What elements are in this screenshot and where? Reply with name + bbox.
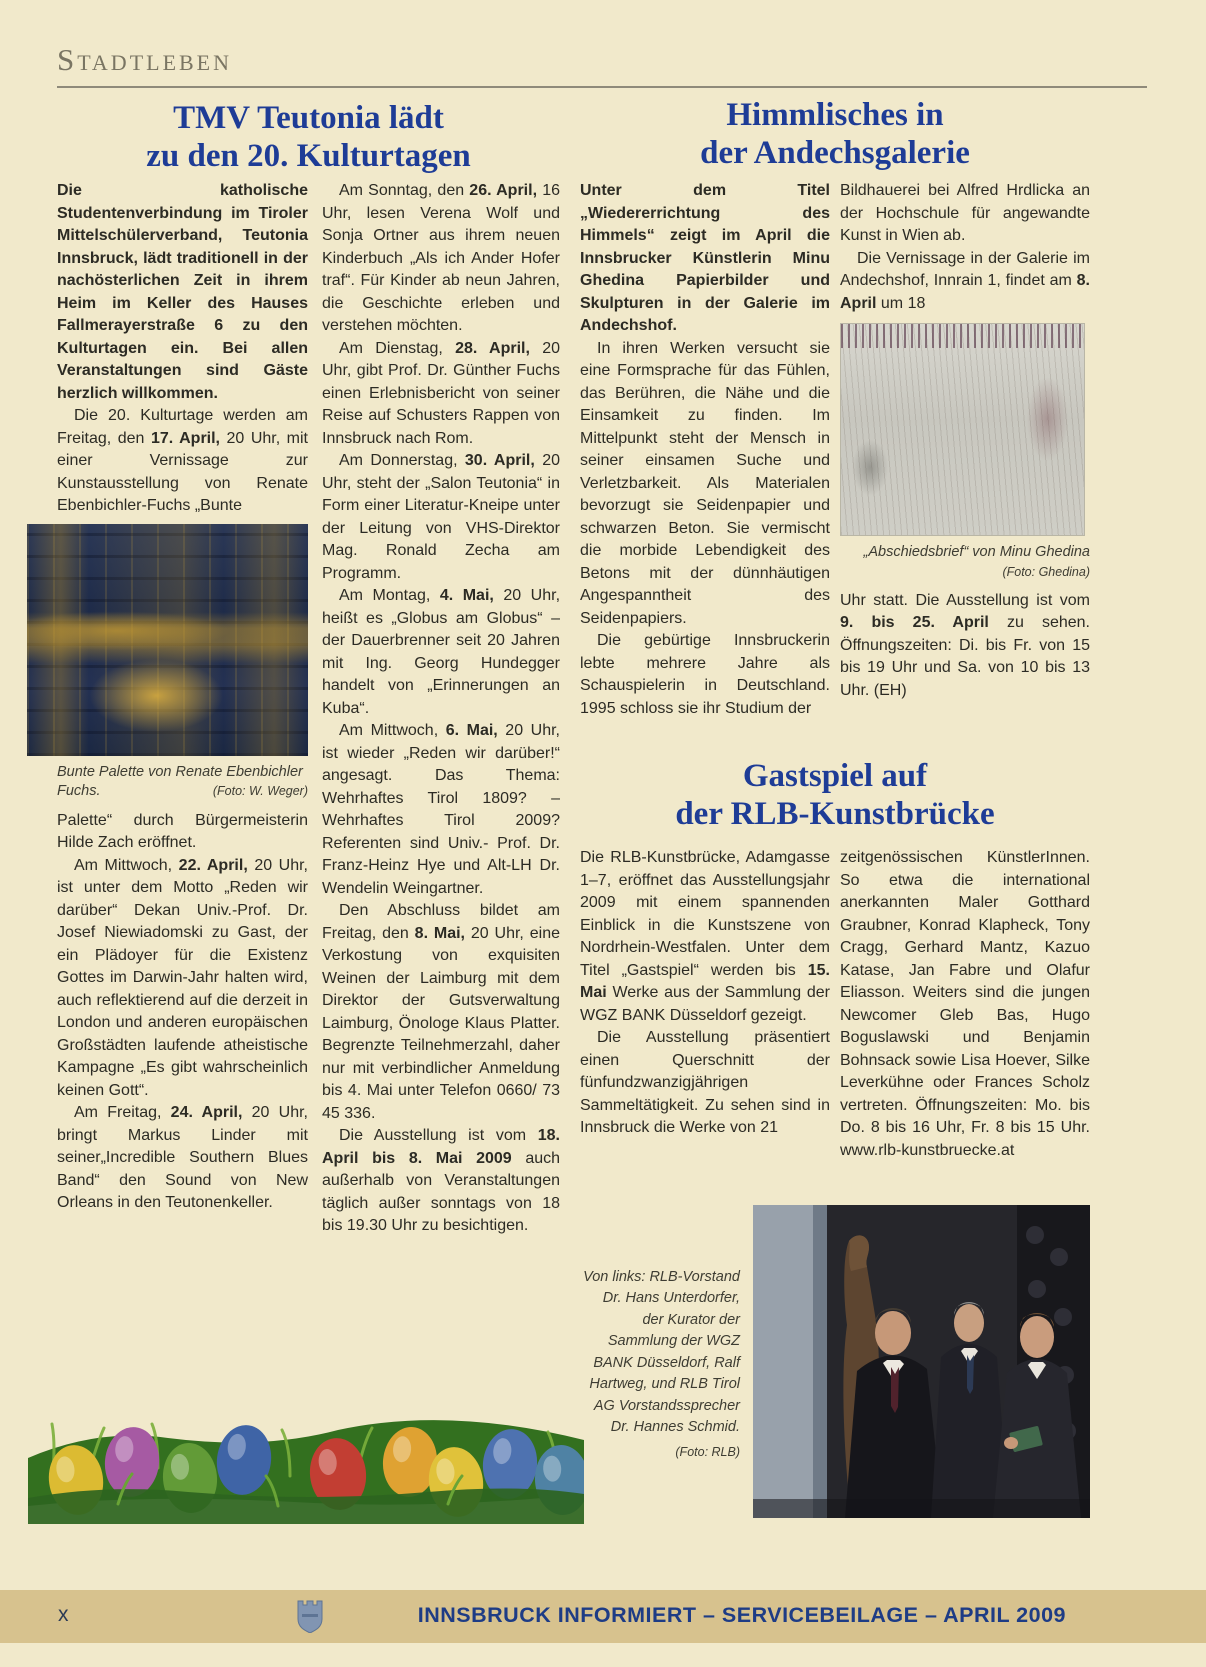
andechsgalerie-col2-text-continued: Uhr statt. Die Ausstellung ist vom 9. bis 25. April zu sehen. Öffnungszeiten: Di. bis Fr. von 15 bis 19 Uhr und Sa. von 10 bis 13 Uhr. (EH) [840, 591, 1090, 699]
ghedina-artwork-image [840, 323, 1085, 536]
section-label: Stadtleben [57, 42, 233, 77]
andechsgalerie-col1-text: Unter dem Titel „Wiedererrichtung des Himmels“ zeigt im April die Innsbrucker Künstlerin Minu Ghedina Papierbilder und Skulpturen in der Galerie im Andechshof. In ihren Werken versucht sie eine Formsprache für das Fühlen, das Berühren, die Nähe und die Einsamkeit zu finden. Im Mittelpunkt steht der Mensch in seiner einsamen Suche und Verletzbarkeit. Als Materialen bevorzugt sie Seidenpapier und schwarzen Beton. Sie vermischt die morbide Lebendigkeit des Betons mit der dünnhäutigen Angespanntheit des Seidenpapiers. Die gebürtige Innsbruckerin lebte mehrere Jahre als Schauspielerin in Deutschland. 1995 schloss sie ihr Studium der [580, 182, 830, 717]
rlb-column-1 [580, 847, 830, 1140]
painting-photo-credit: (Foto: W. Weger) [212, 784, 308, 799]
andechsgalerie-col2-text: Bildhauerei bei Alfred Hrdlicka an der Hochschule für angewandte Kunst in Wien ab. Die Vernissage in der Galerie im Andechshof, Innrain 1, findet am 8. April um 18 [840, 182, 1090, 312]
rlb-title-line-2: der RLB-Kunstbrücke [675, 795, 995, 832]
footer-bar [0, 1590, 1206, 1643]
rlb-photo-caption [578, 1267, 740, 1518]
teutonia-title-line-1: TMV Teutonia lädt [173, 100, 444, 136]
artwork-caption-text: „Abschiedsbrief“ von Minu Ghedina [863, 544, 1090, 560]
teutonia-title [57, 100, 560, 175]
rlb-col2-text: zeitgenössischen KünstlerInnen. So etwa die international anerkannten Maler Gotthard Graubner, Konrad Klapheck, Tony Cragg, Gerhard Mantz, Kazuo Katase, Jan Fabre und Olafur Eliasson. Weiters sind die jungen Newcomer Gleb Bas, Hugo Boguslawski und Benjamin Bohnsack sowie Lisa Hoever, Silke Leverkühne oder Frances Scholz vertreten. Öffnungszeiten: Mo. bis Do. 8 bis 16 Uhr, Fr. 8 bis 15 Uhr. www.rlb-kunstbruecke.at [840, 849, 1090, 1159]
andechsgalerie-title [580, 97, 1090, 172]
rlb-photo-credit: (Foto: RLB) [675, 1444, 740, 1459]
teutonia-col1-text-continued: Palette“ durch Bürgermeisterin Hilde Zach eröffnet. Am Mittwoch, 22. April, 20 Uhr, ist unter dem Motto „Reden wir darüber“ Dekan Univ.-Prof. Dr. Josef Niewiadomski zu Gast, der ein Plädoyer für die Existenz Gottes im Darwin-Jahr halten wird, auch reflektierend auf die derzeit in London und anderen europäischen Großstädten laufende atheistische Kampagne „Es gibt wahrscheinlich keinen Gott“. Am Freitag, 24. April, 20 Uhr, bringt Markus Linder mit seiner„Incredible Southern Blues Band“ den Sound von New Orleans in den Teutonenkeller. [57, 811, 309, 1212]
artwork-photo-credit: (Foto: Ghedina) [1002, 565, 1090, 580]
andechsgalerie-column-2 [840, 180, 1090, 702]
teutonia-column-1 [57, 180, 308, 1215]
page-number: x [58, 1603, 69, 1626]
andechsgalerie-title-line-2: der Andechsgalerie [700, 134, 970, 171]
teutonia-column-2 [322, 180, 560, 1238]
rlb-title-line-1: Gastspiel auf [742, 758, 928, 794]
painting-caption-text: Bunte Palette von Renate Ebenbichler Fuchs. [57, 763, 303, 799]
rlb-column-2 [840, 847, 1090, 1162]
rlb-title [580, 758, 1090, 833]
artwork-caption [840, 543, 1090, 581]
teutonia-title-line-2: zu den 20. Kulturtagen [146, 137, 471, 174]
teutonia-col2-text: Am Sonntag, den 26. April, 16 Uhr, lesen Verena Wolf und Sonja Ortner aus ihrem neuen Kinderbuch „Als ich Ander Hofer traf“. Für Kinder ab neun Jahren, die Geschichte erleben und verstehen möchten. Am Dienstag, 28. April, 20 Uhr, gibt Prof. Dr. Günther Fuchs einen Erlebnisbericht von seiner Reise auf Schusters Rappen von Innsbruck nach Rom. Am Donnerstag, 30. April, 20 Uhr, steht der „Salon Teutonia“ in Form einer Literatur-Kneipe unter der Leitung von VHS-Direktor Mag. Ronald Zecha am Programm. Am Montag, 4. Mai, 20 Uhr, heißt es „Globus am Globus“ – der Dauerbrenner seit 20 Jahren mit Ing. Georg Hundegger handelt von „Erinnerungen an Kuba“. Am Mittwoch, 6. Mai, 20 Uhr, ist wieder „Reden wir darüber!“ angesagt. Das Thema: Wehrhaftes Tirol 1809? – Wehrhaftes Tirol 2009? Referenten sind Univ.- Prof. Dr. Franz-Heinz Hye und Alt-LH Dr. Wendelin Weingartner. Den Abschluss bildet am Freitag, den 8. Mai, 20 Uhr, eine Verkostung von exquisiten Weinen der Laimburg mit dem Direktor der Gutsverwaltung Laimburg, Önologe Klaus Platter. Begrenzte Teilnehmerzahl, daher nur mit verbindlicher Anmeldung bis 4. Mai unter Telefon 0660/ 73 45 336. Die Ausstellung ist vom 18. April bis 8. Mai 2009 auch außerhalb von Veranstaltungen täglich außer sonntags von 18 bis 19.30 Uhr zu besichtigen. [322, 182, 561, 1234]
easter-eggs-decoration [28, 1384, 584, 1524]
rlb-col1-text: Die RLB-Kunstbrücke, Adamgasse 1–7, eröffnet das Ausstellungsjahr 2009 mit einem spannenden Einblick in die Kunstszene von Nordrhein-Westfalen. Unter dem Titel „Gastspiel“ werden bis 15. Mai Werke aus der Sammlung der WGZ BANK Düsseldorf gezeigt. Die Ausstellung präsentiert einen Querschnitt der fünfundzwanzigjährigen Sammeltätigkeit. Zu sehen sind in Innsbruck die Werke von 21 [580, 849, 830, 1136]
painting-caption [57, 763, 308, 801]
rlb-photo-image [753, 1205, 1090, 1518]
andechsgalerie-column-1 [580, 180, 830, 720]
teutonia-col1-text: Die katholische Studentenverbindung im Tiroler Mittelschülerverband, Teutonia Innsbruck, lädt traditionell in der nachösterlichen Zeit in ihrem Heim im Keller des Hauses Fallmerayerstraße 6 zu den Kulturtagen ein. Bei allen Veranstaltungen sind Gäste herzlich willkommen. Die 20. Kulturtage werden am Freitag, den 17. April, 20 Uhr, mit einer Vernissage zur Kunstausstellung von Renate Ebenbichler-Fuchs „Bunte [57, 182, 308, 514]
rlb-figure [578, 1205, 1090, 1518]
andechsgalerie-title-line-1: Himmlisches in [726, 97, 944, 133]
innsbruck-crest-icon [296, 1599, 324, 1633]
footer-banner: INNSBRUCK INFORMIERT – SERVICEBEILAGE – APRIL 2009 [417, 1603, 1066, 1627]
header-rule [57, 86, 1147, 88]
painting-image [27, 524, 308, 756]
rlb-photo-caption-text: Von links: RLB-Vorstand Dr. Hans Unterdorfer, der Kurator der Sammlung der WGZ BANK Düsseldorf, Ralf Hartweg, und RLB Tirol AG Vorstandssprecher Dr. Hannes Schmid. [583, 1269, 740, 1436]
